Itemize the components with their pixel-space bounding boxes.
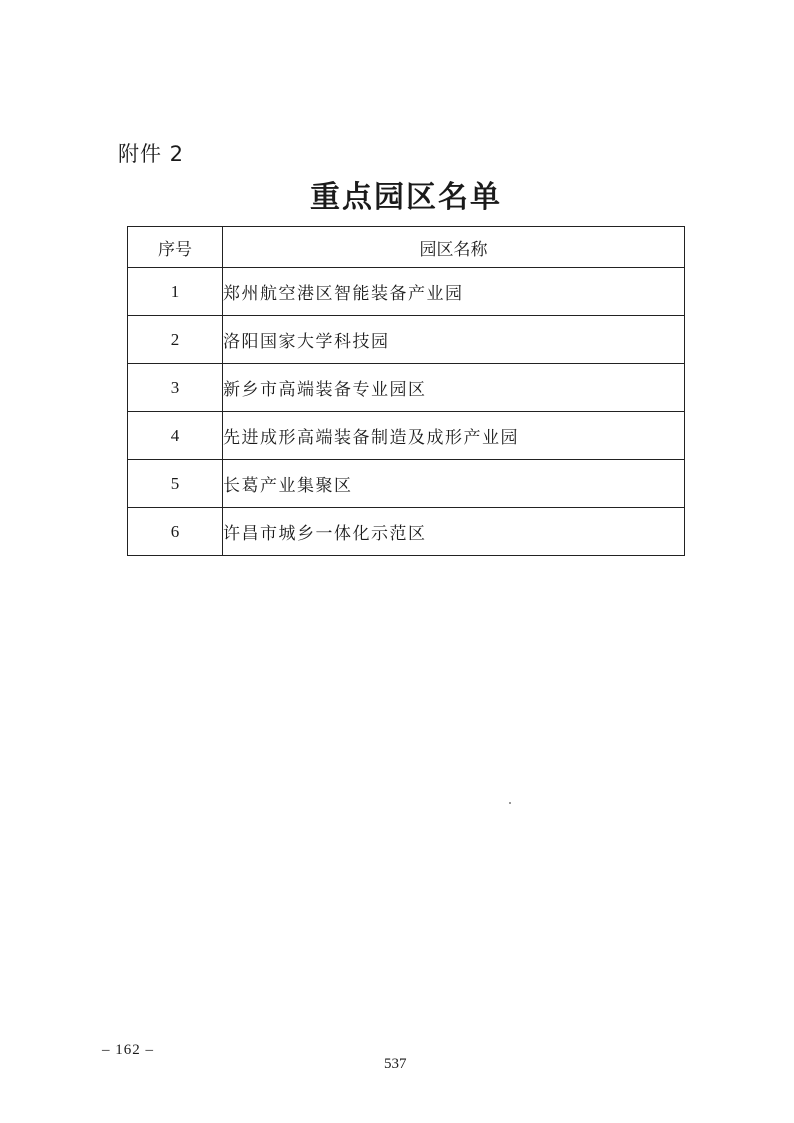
- scan-speck: [509, 802, 511, 804]
- row-index: 5: [128, 460, 223, 508]
- park-name: 洛阳国家大学科技园: [223, 316, 685, 364]
- row-index: 2: [128, 316, 223, 364]
- table-header-row: [128, 227, 685, 268]
- table-row: [128, 316, 685, 364]
- row-index: 1: [128, 268, 223, 316]
- table-row: [128, 508, 685, 556]
- table-row: [128, 412, 685, 460]
- row-index: 6: [128, 508, 223, 556]
- table-row: [128, 364, 685, 412]
- table-row: [128, 268, 685, 316]
- name-column-header: 园区名称: [223, 227, 685, 268]
- park-name: 新乡市高端装备专业园区: [223, 364, 685, 412]
- row-index: 4: [128, 412, 223, 460]
- original-page-number: – 162 –: [102, 1042, 154, 1058]
- attachment-label: 附件 2: [118, 142, 185, 166]
- table-row: [128, 460, 685, 508]
- park-name: 郑州航空港区智能装备产业园: [223, 268, 685, 316]
- page-number: 537: [384, 1056, 407, 1072]
- park-name: 许昌市城乡一体化示范区: [223, 508, 685, 556]
- document-title: 重点园区名单: [310, 180, 502, 215]
- index-column-header: 序号: [128, 227, 223, 268]
- park-name: 长葛产业集聚区: [223, 460, 685, 508]
- park-name: 先进成形高端装备制造及成形产业园: [223, 412, 685, 460]
- park-list-table: [127, 226, 685, 556]
- row-index: 3: [128, 364, 223, 412]
